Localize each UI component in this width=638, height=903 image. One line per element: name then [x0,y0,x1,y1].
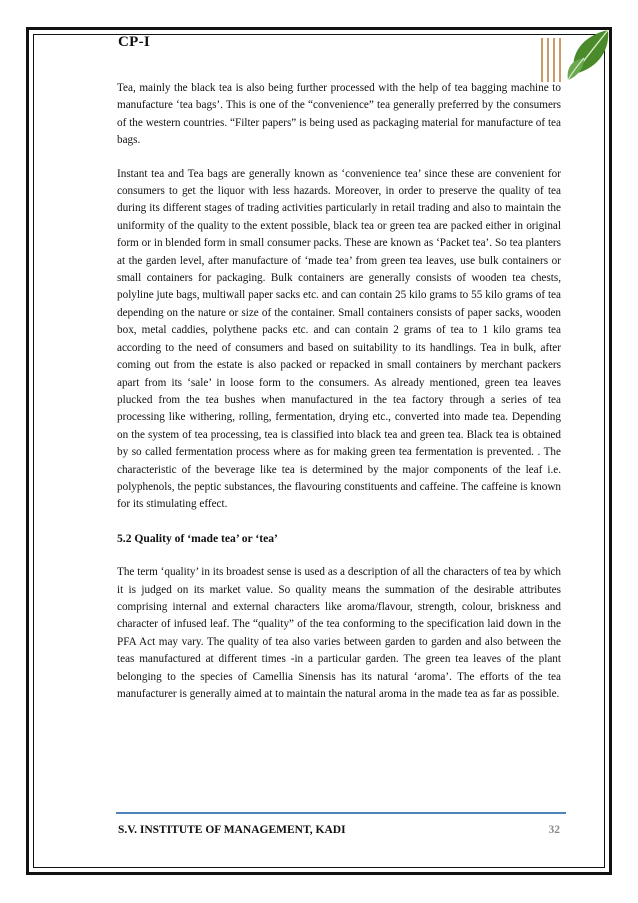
section-heading: 5.2 Quality of ‘made tea’ or ‘tea’ [117,531,278,545]
footer-institute: S.V. INSTITUTE OF MANAGEMENT, KADI [118,824,346,836]
paragraph-quality: The term ‘quality’ in its broadest sense is used as a description of all the characters of tea by which it is judged on its market value. So quality means the summation of the desirable attributes comprising internal and external characters like aroma/flavour, strength, colour, briskness and character of infused leaf. The “quality” of the tea conforming to the specification laid down in the PFA Act may vary. The quality of tea also varies between garden to garden and also between the teas manufactured at different times -in a particular garden. The green tea leaves of the plant belonging to the species of Camellia Sinensis has its natural ‘aroma’. The efforts of the tea manufacturer is generally aimed at to maintain the natural aroma in the made tea as far as possible. [117,566,561,700]
tea-leaf-icon [564,24,616,82]
header-title: CP-I [118,34,151,50]
paragraph-convenience-tea: Instant tea and Tea bags are generally known as ‘convenience tea’ since these are convenient for consumers to get the liquor with less hazards. Moreover, in order to preserve the quality of tea during its different stages of trading activities particularly in retail trading and also to maintain the uniformity of the quality to the extent possible, black tea or green tea are packed either in original form or in blended form in small consumer packs. These are known as ‘Packet tea’. So tea planters at the garden level, after manufacture of ‘made tea’ from green tea leaves, use bulk containers or small containers for packaging. Bulk containers are generally consists of wooden tea chests, polyline jute bags, multiwall paper sacks etc. and can contain 25 kilo grams to 55 kilo grams of tea depending on the nature or size of the container. Small containers consists of paper sacks, wooden box, metal caddies, polythene packs etc. and can contain 2 grams of tea to 1 kilo grams tea according to the need of consumers and based on suitability to its handlings. Tea in bulk, after coming out from the estate is also packed or repacked in small containers by merchant packers apart from its ‘sale’ in loose form to the consumers. As already mentioned, green tea leaves plucked from the tea bushes when manufactured in the tea factory through a series of tea processing like withering, rolling, fermentation, drying etc., converted into made tea. Depending on the system of tea processing, tea is classified into black tea and green tea. Black tea is obtained by so called fermentation process where as for making green tea fermentation is prevented. . The characteristic of the beverage like tea is determined by the major components of the leaf i.e. polyphenols, the peptic substances, the flavouring constituents and caffeine. The caffeine is known for its stimulating effect. [117,167,561,511]
page-content [117,80,561,719]
footer-rule [116,812,566,814]
page-number: 32 [548,824,560,836]
paragraph-tea-bags: Tea, mainly the black tea is also being further processed with the help of tea bagging machine to manufacture ‘tea bags’. This is one of the “convenience” tea generally preferred by the consumers of the western countries. “Filter papers” is being used as packaging material for manufacture of tea bags. [117,82,561,147]
